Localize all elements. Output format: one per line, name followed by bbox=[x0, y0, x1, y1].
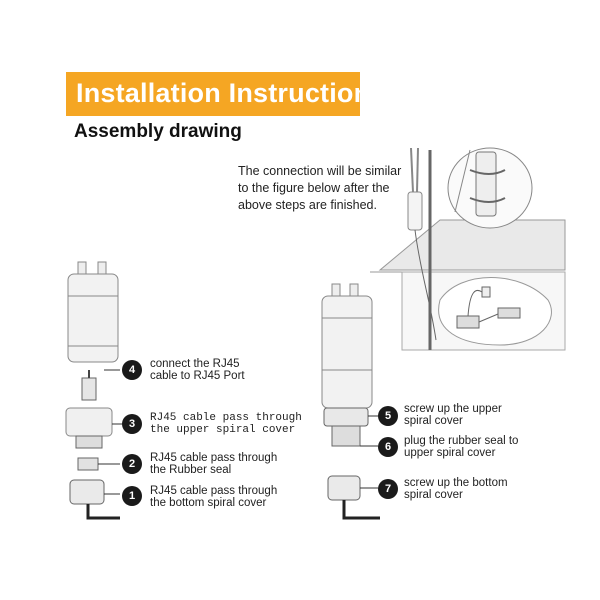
note-line: The connection will be similar bbox=[238, 164, 402, 178]
step-number: 2 bbox=[122, 454, 142, 474]
note-line: to the figure below after the bbox=[238, 181, 390, 195]
step-label: plug the rubber seal to upper spiral cover bbox=[404, 435, 519, 459]
step-label: connect the RJ45 cable to RJ45 Port bbox=[150, 358, 245, 382]
page-title: Installation Instructions bbox=[76, 78, 386, 108]
note-line: above steps are finished. bbox=[238, 198, 377, 212]
title-banner bbox=[66, 72, 386, 116]
left-device bbox=[66, 262, 122, 518]
step-label: RJ45 cable pass through the upper spiral cover bbox=[150, 412, 302, 436]
step-number: 1 bbox=[122, 486, 142, 506]
section-subtitle: Assembly drawing bbox=[74, 121, 242, 142]
step-label: screw up the upper spiral cover bbox=[404, 403, 502, 427]
step-label: RJ45 cable pass through the Rubber seal bbox=[150, 452, 278, 476]
step-number: 3 bbox=[122, 414, 142, 434]
step-label: RJ45 cable pass through the bottom spiral cover bbox=[150, 485, 278, 509]
step-label: screw up the bottom spiral cover bbox=[404, 477, 508, 501]
step-number: 6 bbox=[378, 437, 398, 457]
step-number: 7 bbox=[378, 479, 398, 499]
connection-note bbox=[238, 163, 408, 214]
step-number: 5 bbox=[378, 406, 398, 426]
right-device bbox=[322, 284, 380, 518]
step-number: 4 bbox=[122, 360, 142, 380]
